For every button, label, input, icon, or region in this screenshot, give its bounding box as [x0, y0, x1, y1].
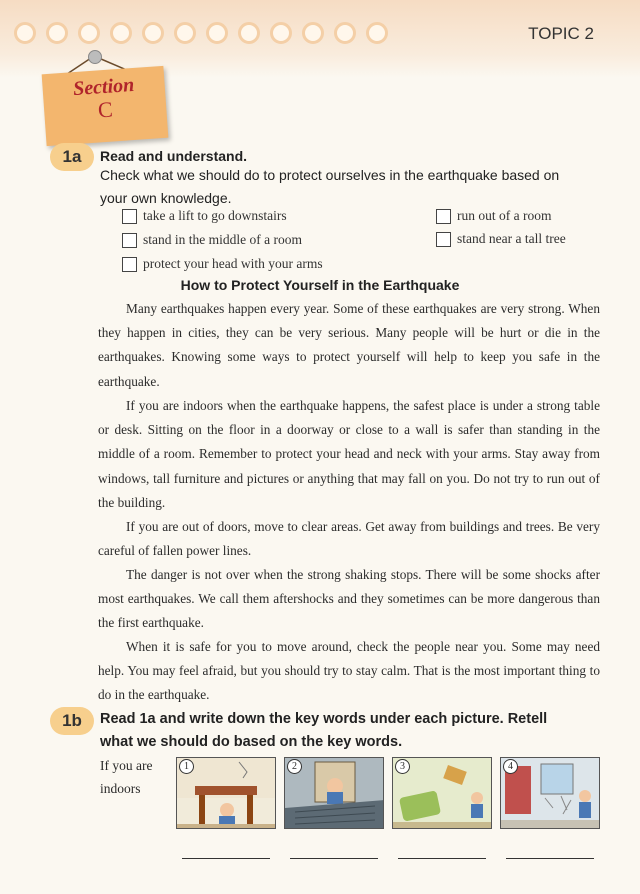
ring-icon [334, 22, 356, 44]
picture-2 [284, 757, 384, 829]
ring-icon [142, 22, 164, 44]
checkbox[interactable] [122, 257, 137, 272]
ring-icon [46, 22, 68, 44]
picture-number: 1 [179, 759, 194, 774]
reading-paragraph: Many earthquakes happen every year. Some of these earthquakes are very strong. When they happen in cities, they can be very serious. Many people will be hurt or die in the earthquakes. Knowing some ways to protect yourself will help to keep you safe in the earthquake. [98, 301, 600, 389]
ring-icon [14, 22, 36, 44]
picture-number: 4 [503, 759, 518, 774]
reading-paragraph: When it is safe for you to move around, check the people near you. Some may need help. You may feel afraid, but you should try to stay calm. That is the most important thing to do in the earthquake. [98, 639, 600, 703]
pin-icon [88, 50, 102, 64]
option-item[interactable] [122, 208, 287, 224]
checkbox[interactable] [436, 232, 451, 247]
section-label: Section [72, 73, 135, 101]
part-1a-title: Read and understand. [100, 148, 248, 164]
checkbox[interactable] [122, 233, 137, 248]
reading-paragraph: If you are out of doors, move to clear areas. Get away from buildings and trees. Be very careful of fallen power lines. [98, 519, 600, 559]
ring-icon [206, 22, 228, 44]
answer-blank[interactable] [182, 858, 270, 859]
ring-icon [174, 22, 196, 44]
section-letter: C [97, 96, 114, 123]
part-1b-instruction-line2: what we should do based on the key words. [100, 734, 403, 750]
answer-blank[interactable] [290, 858, 378, 859]
picture-number: 3 [395, 759, 410, 774]
ring-icon [78, 22, 100, 44]
ring-icon [302, 22, 324, 44]
reading-paragraph: The danger is not over when the strong shaking stops. There will be some shocks after most earthquakes. We call them aftershocks and they sometimes can be more dangerous than the first earthquake. [98, 567, 600, 631]
part-1b-instruction-line1: Read 1a and write down the key words under each picture. Retell [100, 711, 548, 727]
picture-number: 2 [287, 759, 302, 774]
binder-rings [14, 22, 388, 44]
option-item[interactable] [122, 256, 323, 272]
option-label: run out of a room [457, 208, 552, 223]
ring-icon [238, 22, 260, 44]
option-item[interactable] [436, 231, 566, 247]
topic-label: TOPIC 2 [528, 24, 594, 43]
side-label-line1: If you are [100, 758, 153, 773]
option-label: stand near a tall tree [457, 231, 566, 246]
badge-1b: 1b [50, 707, 94, 735]
option-label: protect your head with your arms [143, 256, 323, 271]
part-1a-instruction-line1: Check what we should do to protect ourselves in the earthquake based on [100, 167, 560, 183]
reading-paragraph: If you are indoors when the earthquake happens, the safest place is under a strong table or desk. Sitting on the floor in a doorway or close to a wall is safer than standing in the middle of a room. Remember to protect your head and neck with your arms. Stay away from windows, tall furniture and pictures or anything that may fall on you. Do not try to run out of the building. [98, 398, 600, 510]
ring-icon [366, 22, 388, 44]
answer-blank[interactable] [506, 858, 594, 859]
side-label-line2: indoors [100, 781, 141, 796]
picture-4 [500, 757, 600, 829]
option-label: stand in the middle of a room [143, 232, 302, 247]
picture-3 [392, 757, 492, 829]
badge-1a: 1a [50, 143, 94, 171]
answer-blank[interactable] [398, 858, 486, 859]
option-item[interactable] [122, 232, 302, 248]
ring-icon [110, 22, 132, 44]
reading-title: How to Protect Yourself in the Earthquake [180, 277, 460, 293]
picture-1 [176, 757, 276, 829]
ring-icon [270, 22, 292, 44]
checkbox[interactable] [122, 209, 137, 224]
option-item[interactable] [436, 208, 551, 224]
part-1a-instruction-line2: your own knowledge. [100, 190, 232, 206]
section-sign [42, 66, 169, 146]
option-label: take a lift to go downstairs [143, 208, 287, 223]
checkbox[interactable] [436, 209, 451, 224]
